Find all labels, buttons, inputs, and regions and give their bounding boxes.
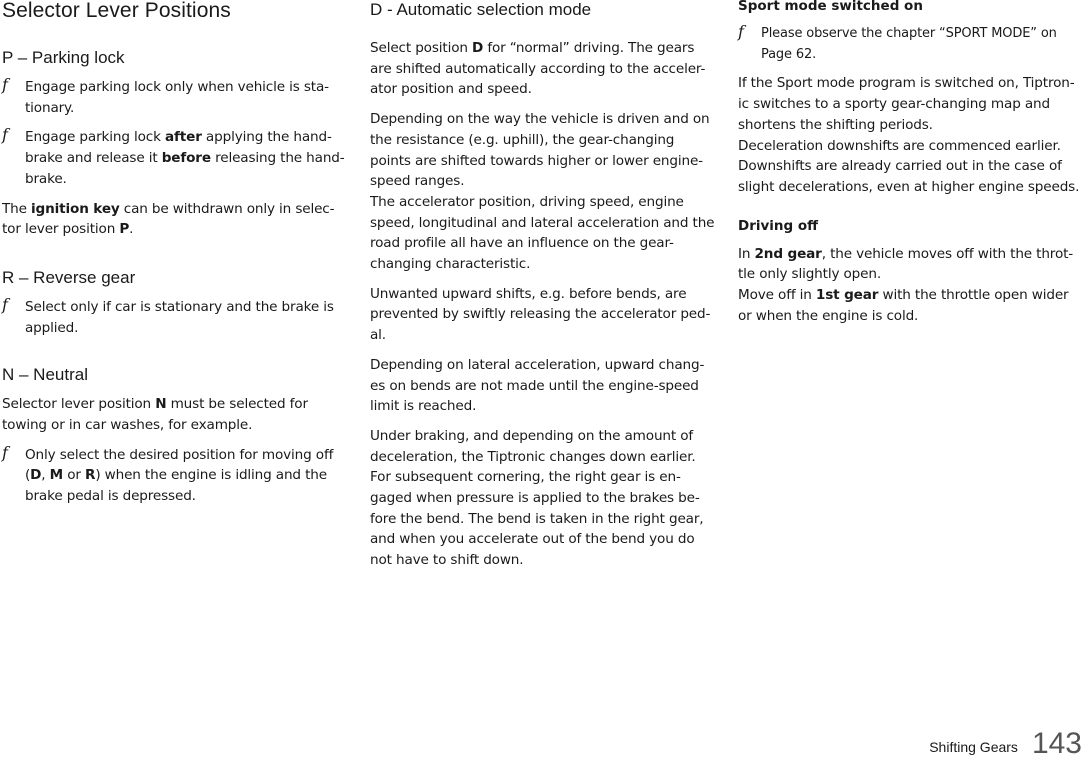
bullet-parking-stationary: f Engage parking lock only when vehicle is sta-tionary.: [2, 75, 329, 116]
footer-section-label: Shifting Gears: [929, 739, 1018, 755]
para-braking: Under braking, and depending on the amount of deceleration, the Tiptronic changes down earlier.: [370, 427, 696, 465]
para-first-gear: Move off in 1st gear with the throttle open wider or when the engine is cold.: [738, 287, 1069, 324]
para-ignition-key: The ignition key can be withdrawn only in selec-tor lever position P.: [2, 200, 335, 238]
para-deceleration: Deceleration downshifts are commenced earlier.: [738, 137, 1061, 154]
bullet-glyph: f: [2, 75, 8, 94]
heading-sport-mode: Sport mode switched on: [738, 0, 923, 14]
bullet-glyph: f: [738, 22, 744, 41]
para-driving-resistance: Depending on the way the vehicle is driven and on the resistance (e.g. uphill), the gear-changing points are shifted towards higher or lower engine-speed ranges.: [370, 111, 710, 190]
bullet-glyph: f: [2, 442, 8, 462]
heading-automatic-mode: D - Automatic selection mode: [370, 0, 592, 19]
heading-driving-off: Driving off: [738, 217, 819, 234]
para-sport-program: If the Sport mode program is switched on, Tiptron-ic switches to a sporty gear-changing map and shortens the shifting periods.: [738, 75, 1075, 133]
para-cornering: For subsequent cornering, the right gear is en-gaged when pressure is applied to the brakes be-fore the bend. The bend is taken in the right gear, and when you accelerate out of the bend you do not have to shift down.: [370, 469, 704, 569]
column-left: [2, 0, 350, 507]
bullet-glyph: f: [2, 294, 8, 314]
column-right: [738, 0, 1084, 326]
page-title: Selector Lever Positions: [2, 0, 231, 22]
page-number: 143: [1031, 727, 1082, 760]
page-footer: [929, 729, 1082, 759]
column-middle: [370, 0, 718, 571]
para-select-d: Select position D for “normal” driving. The gears are shifted automatically according to the acceler-ator position and speed.: [370, 40, 706, 98]
bullet-glyph: f: [2, 125, 8, 145]
para-influences: The accelerator position, driving speed, engine speed, longitudinal and lateral acceleration and the road profile all have an influence on the gear-changing characteristic.: [370, 193, 715, 273]
bullet-sport-mode-chapter: f Please observe the chapter “SPORT MODE” on Page 62.: [738, 22, 1057, 62]
heading-reverse-gear: R – Reverse gear: [2, 267, 136, 287]
para-lateral-acceleration: Depending on lateral acceleration, upward chang-es on bends are not made until the engine-speed limit is reached.: [370, 356, 705, 415]
heading-parking-lock: P – Parking lock: [2, 48, 125, 67]
para-neutral-towing: Selector lever position N must be selected for towing or in car washes, for example.: [2, 396, 308, 434]
bullet-neutral-moving-off: f Only select the desired position for moving off (D, M or R) when the engine is idling and the brake pedal is depressed.: [2, 442, 334, 505]
para-unwanted-shifts: Unwanted upward shifts, e.g. before bends, are prevented by swiftly releasing the accelerator ped-al.: [370, 285, 711, 344]
heading-neutral: N – Neutral: [2, 365, 88, 385]
para-downshifts: Downshifts are already carried out in the case of slight decelerations, even at higher engine speeds.: [738, 158, 1080, 195]
bullet-reverse-stationary: f Select only if car is stationary and the brake is applied.: [2, 294, 334, 336]
para-second-gear: In 2nd gear, the vehicle moves off with the throt-tle only slightly open.: [738, 245, 1074, 283]
bullet-parking-handbrake: f Engage parking lock after applying the hand-brake and release it before releasing the hand-brake.: [2, 125, 345, 187]
